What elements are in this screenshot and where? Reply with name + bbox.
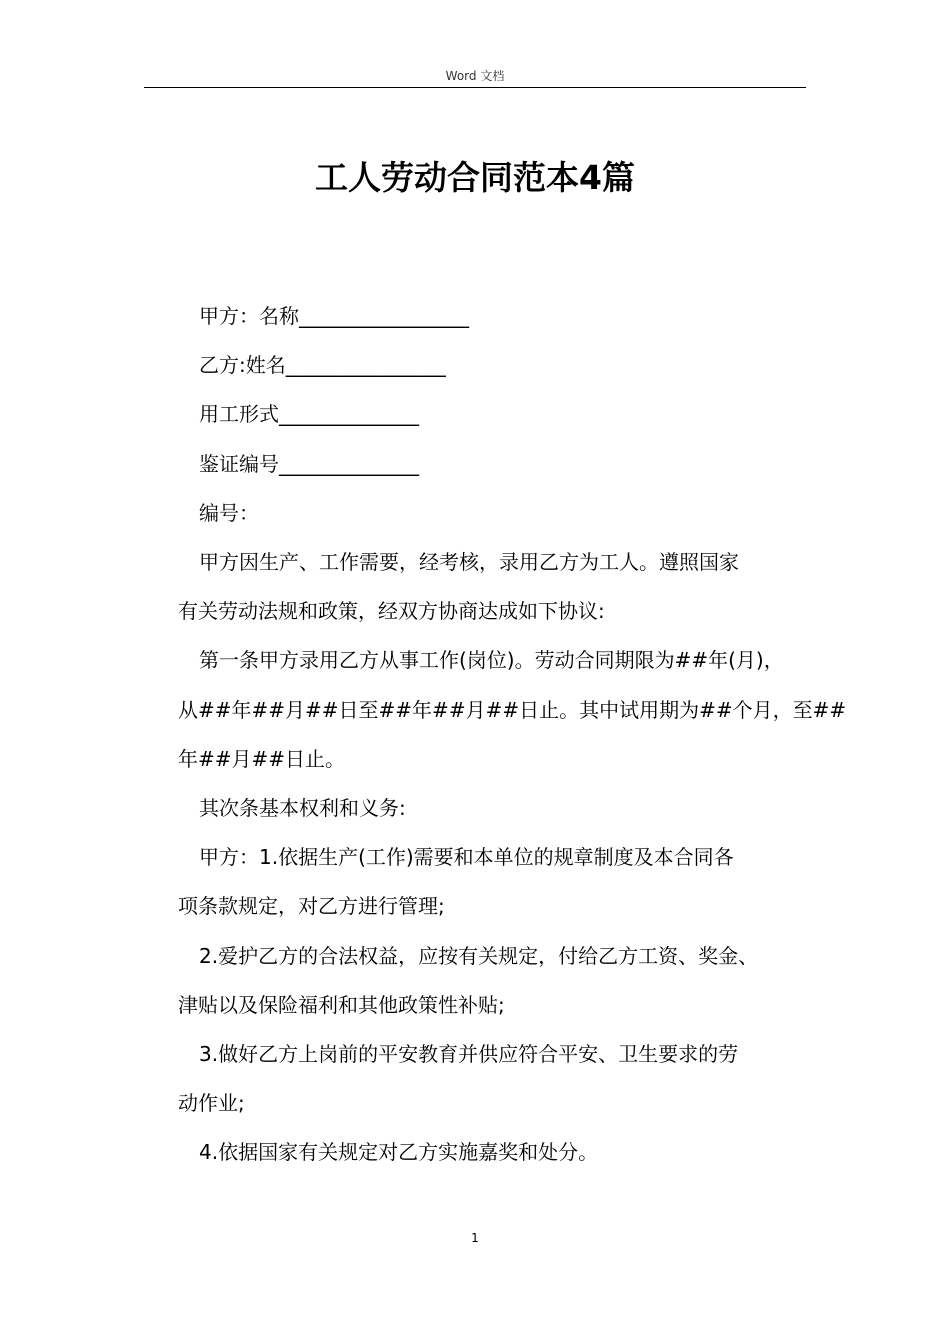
- body-line: 2.爱护乙方的合法权益，应按有关规定，付给乙方工资、奖金、: [199, 943, 759, 968]
- body-line: 4.依据国家有关规定对乙方实施嘉奖和处分。: [199, 1140, 599, 1165]
- body-line: 第一条甲方录用乙方从事工作(岗位)。劳动合同期限为##年(月)，: [199, 648, 784, 673]
- body-line: 津贴以及保险福利和其他政策性补贴;: [178, 992, 505, 1017]
- body-line: 甲方因生产、工作需要，经考核，录用乙方为工人。遵照国家: [199, 550, 739, 575]
- body-line: 年##月##日止。: [178, 746, 346, 771]
- page-header: Word 文档: [445, 69, 505, 83]
- body-line: 项条款规定，对乙方进行管理;: [178, 894, 445, 919]
- body-line: 动作业;: [178, 1091, 245, 1116]
- certification-number-line: 鉴证编号______________: [199, 451, 419, 476]
- body-line: 3.做好乙方上岗前的平安教育并供应符合平安、卫生要求的劳: [199, 1042, 739, 1067]
- body-line: 有关劳动法规和政策，经双方协商达成如下协议:: [178, 599, 605, 624]
- document-number-line: 编号：: [199, 500, 259, 525]
- page-number: 1: [471, 1231, 479, 1245]
- document-body: [178, 292, 847, 1178]
- document-title: 工人劳动合同范本4篇: [315, 158, 635, 197]
- party-b-name-line: 乙方:姓名________________: [199, 353, 446, 378]
- party-a-name-line: 甲方：名称_________________: [199, 304, 469, 328]
- body-line: 从##年##月##日至##年##月##日止。其中试用期为##个月，至##: [178, 697, 847, 722]
- body-line: 甲方：1.依据生产(工作)需要和本单位的规章制度及本合同各: [199, 845, 734, 870]
- header-rule: [144, 87, 806, 88]
- employment-form-line: 用工形式______________: [199, 402, 419, 427]
- body-line: 其次条基本权利和义务:: [199, 796, 406, 821]
